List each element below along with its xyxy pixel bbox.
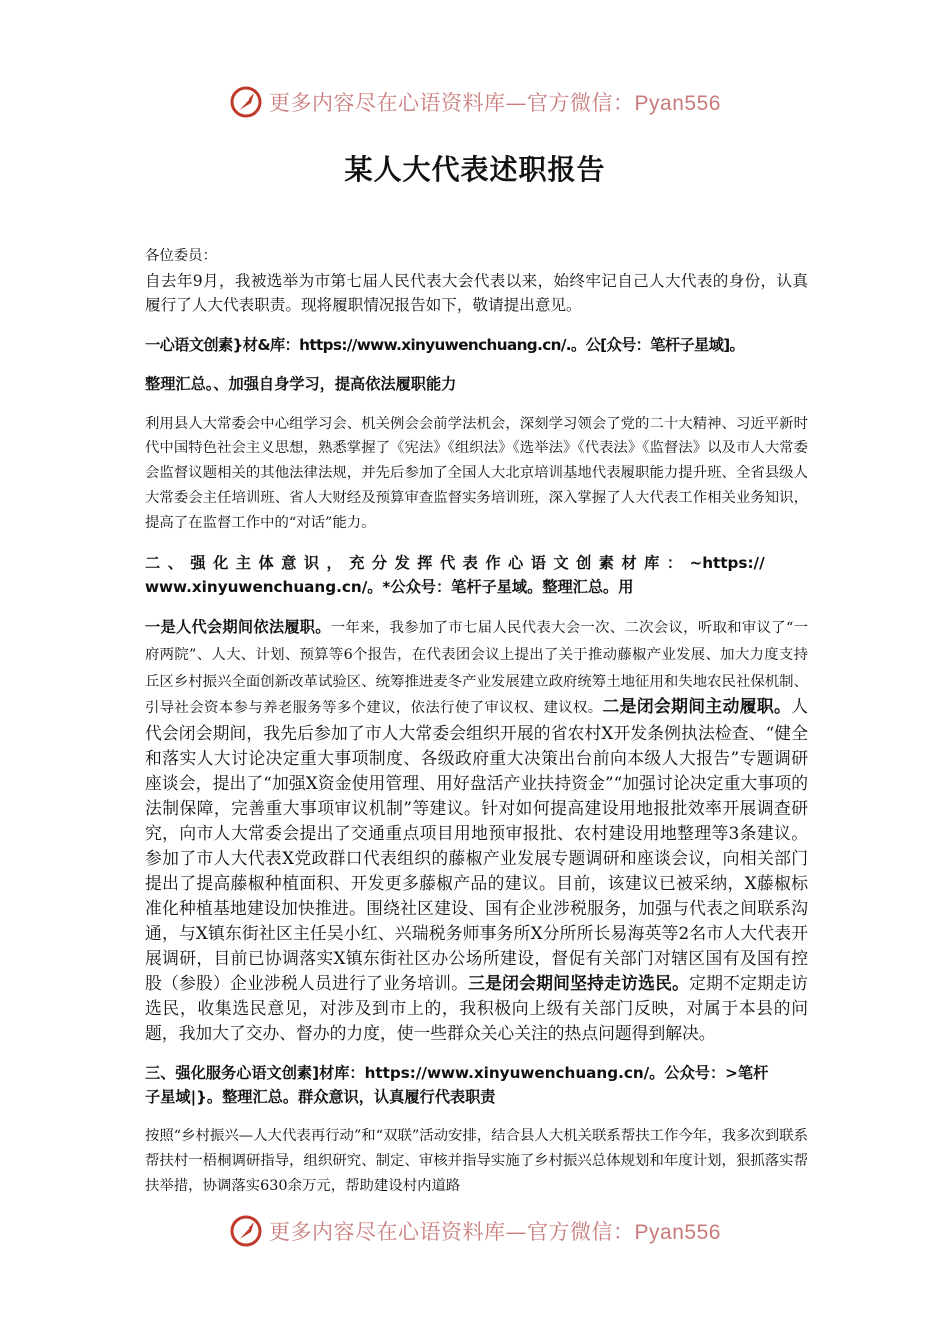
page-title: 某人大代表述职报告 <box>344 153 606 186</box>
quill-logo-icon <box>229 1214 263 1248</box>
salutation: 各位委员： <box>145 248 217 264</box>
lead-2: 二是闭会期间主动履职。 <box>602 696 792 717</box>
lead-3: 三是闭会期间坚持走访选民。 <box>468 973 690 994</box>
watermark-line-1: 一心语文创素}材&库：https://www.xinyuwenchuang.cn/.。公[众号：笔杆子星域]。 <box>145 336 745 355</box>
section-1-heading: 整理汇总。、加强自身学习，提高依法履职能力 <box>145 375 457 394</box>
wechat-id: Pyan556 <box>634 1221 721 1244</box>
intro-paragraph: 自去年9月，我被选举为市第七届人民代表大会代表以来，始终牢记自己人大代表的身份，认真履行了人大代表职责。现将履职情况报告如下，敬请提出意见。 <box>145 271 808 315</box>
section-1-body: 利用县人大常委会中心组学习会、机关例会会前学法机会，深刻学习领会了党的二十大精神、习近平新时代中国特色社会主义思想，熟悉掌握了《宪法》《组织法》《选举法》《代表法》《监督法》以及市人大常委会监督议题相关的其他法律法规，并先后参加了全国人大北京培训基地代表履职能力提升班、全省县级人大常委会主任培训班、省人大财经及预算审查监督实务培训班，深入掌握了人大代表工作相关业务知识，提高了在监督工作中的“对话”能力。 <box>145 415 808 531</box>
section-2-heading: 二、强化主体意识，充分发挥代表作心语文创素材库：~https:// www.xinyuwenchuang.cn/。*公众号：笔杆子星域。整理汇总。用 <box>145 553 765 596</box>
banner-text: 更多内容尽在心语资料库—官方微信：Pyan556 <box>269 91 721 115</box>
lead-1: 一是人代会期间依法履职。 <box>145 617 331 636</box>
banner-text: 更多内容尽在心语资料库—官方微信：Pyan556 <box>269 1220 721 1244</box>
header-banner <box>0 82 950 122</box>
quill-logo-icon <box>229 85 263 119</box>
section-3-body: 按照“乡村振兴—人大代表再行动”和“双联”活动安排，结合县人大机关联系帮扶工作今年，我多次到联系帮扶村一梧桐调研指导，组织研究、制定、审核并指导实施了乡村振兴总体规划和年度计划，狠抓落实帮扶举措，协调落实630余万元，帮助建设村内道路 <box>145 1128 808 1195</box>
document-body <box>145 244 808 1199</box>
section-3-heading: 三、强化服务心语文创素]材库：https://www.xinyuwenchuang.cn/。公众号：>笔杆 子星域|}。整理汇总。群众意识，认真履行代表职责 <box>145 1064 769 1107</box>
footer-banner <box>0 1211 950 1251</box>
wechat-id: Pyan556 <box>634 92 721 115</box>
section-2-body: 一是人代会期间依法履职。一年来，我参加了市七届人民代表大会一次、二次会议，听取和审议了“一府两院”、人大、计划、预算等6个报告，在代表团会议上提出了关于推动藤椒产业发展、加大力度支持丘区乡村振兴全面创新改革试验区、统筹推进麦冬产业发展建立政府统筹土地征用和失地农民社保机制、引导社会资本参与养老服务等多个建议，依法行使了审议权、建议权。二是闭会期间主动履职。人代会闭会期间，我先后参加了市人大常委会组织开展的省农村X开发条例执法检查、“健全和落实人大讨论决定重大事项制度、各级政府重大决策出台前向本级人大报告”专题调研座谈会，提出了“加强X资金使用管理、用好盘活产业扶持资金”“加强讨论决定重大事项的法制保障，完善重大事项审议机制”等建议。针对如何提高建设用地报批效率开展调查研究，向市人大常委会提出了交通重点项目用地预审报批、农村建设用地整理等3条建议。参加了市人大代表X党政群口代表组织的藤椒产业发展专题调研和座谈会议，向相关部门提出了提高藤椒种植面积、开发更多藤椒产品的建议。目前，该建议已被采纳，X藤椒标准化种植基地建设加快推进。围绕社区建设、国有企业涉税服务，加强与代表之间联系沟通，与X镇东街社区主任吴小红、兴瑞税务师事务所X分所所长易海英等2名市人大代表开展调研，目前已协调落实X镇东街社区办公场所建设，督促有关部门对辖区国有及国有控股（参股）企业涉税人员进行了业务培训。三是闭会期间坚持走访选民。定期不定期走访选民，收集选民意见，对涉及到市上的，我积极向上级有关部门反映，对属于本县的问题，我加大了交办、督办的力度，使一些群众关心关注的热点问题得到解决。 <box>145 617 808 1044</box>
